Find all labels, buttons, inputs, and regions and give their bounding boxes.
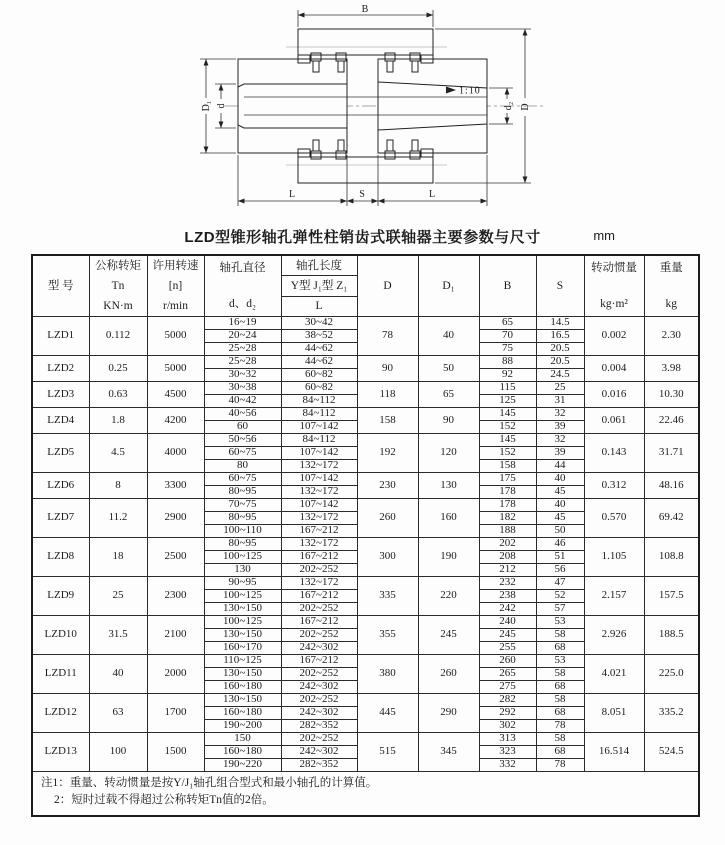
cell-bore-length: 167~212 — [281, 590, 357, 603]
cell-bore-diameter: 80~95 — [204, 486, 281, 499]
cell-B: 238 — [479, 590, 536, 603]
cell-bore-length: 44~62 — [281, 356, 357, 369]
cell-weight: 31.71 — [644, 434, 699, 473]
cell-bore-diameter: 100~125 — [204, 590, 281, 603]
cell-D1: 65 — [418, 382, 479, 408]
header-B: B — [479, 255, 536, 317]
cell-torque: 25 — [89, 577, 147, 616]
cell-S: 46 — [536, 538, 584, 551]
header-speed: 许用转速 [n] r/min — [147, 255, 204, 317]
table-row — [32, 694, 699, 707]
cell-torque: 100 — [89, 733, 147, 772]
cell-weight: 225.0 — [644, 655, 699, 694]
cell-inertia: 0.312 — [584, 473, 644, 499]
cell-bore-diameter: 80~95 — [204, 538, 281, 551]
cell-inertia: 0.004 — [584, 356, 644, 382]
cell-bore-diameter: 190~200 — [204, 720, 281, 733]
cell-S: 58 — [536, 629, 584, 642]
cell-bore-length: 202~252 — [281, 603, 357, 616]
cell-bore-length: 107~142 — [281, 499, 357, 512]
cell-D: 158 — [357, 408, 418, 434]
cell-weight: 48.16 — [644, 473, 699, 499]
cell-S: 53 — [536, 616, 584, 629]
cell-bore-diameter: 80~95 — [204, 512, 281, 525]
cell-B: 70 — [479, 330, 536, 343]
dim-label-d2: d₂ — [503, 101, 514, 111]
cell-B: 275 — [479, 681, 536, 694]
cell-model: LZD4 — [32, 408, 89, 434]
cell-bore-length: 282~352 — [281, 759, 357, 772]
cell-B: 292 — [479, 707, 536, 720]
cell-S: 32 — [536, 408, 584, 421]
cell-bore-length: 107~142 — [281, 421, 357, 434]
cell-D: 230 — [357, 473, 418, 499]
cell-B: 158 — [479, 460, 536, 473]
cell-inertia: 0.061 — [584, 408, 644, 434]
cell-torque: 0.112 — [89, 317, 147, 356]
parameters-table — [31, 254, 700, 817]
table-row — [32, 382, 699, 395]
cell-B: 242 — [479, 603, 536, 616]
cell-speed: 1700 — [147, 694, 204, 733]
dim-B — [298, 4, 433, 27]
cell-bore-diameter: 150 — [204, 733, 281, 746]
table-notes — [32, 772, 699, 816]
cell-S: 44 — [536, 460, 584, 473]
cell-S: 57 — [536, 603, 584, 616]
cell-bore-length: 282~352 — [281, 720, 357, 733]
table-row — [32, 577, 699, 590]
header-D1: D₁ — [418, 255, 479, 317]
cell-bore-length: 132~172 — [281, 512, 357, 525]
cell-model: LZD11 — [32, 655, 89, 694]
cell-B: 75 — [479, 343, 536, 356]
dim-label-s: S — [359, 189, 365, 200]
cell-S: 45 — [536, 486, 584, 499]
cell-B: 323 — [479, 746, 536, 759]
cell-inertia: 2.157 — [584, 577, 644, 616]
coupling-cross-section — [0, 0, 725, 216]
cell-D1: 190 — [418, 538, 479, 577]
cell-D: 445 — [357, 694, 418, 733]
cell-S: 32 — [536, 434, 584, 447]
cell-bore-diameter: 40~42 — [204, 395, 281, 408]
sleeve-top — [298, 29, 433, 55]
cell-speed: 3300 — [147, 473, 204, 499]
dim-label-l-left: L — [288, 189, 296, 200]
coupling-drawing — [0, 0, 725, 216]
cell-weight: 188.5 — [644, 616, 699, 655]
cell-inertia: 2.926 — [584, 616, 644, 655]
cell-D1: 290 — [418, 694, 479, 733]
header-S: S — [536, 255, 584, 317]
cell-D: 192 — [357, 434, 418, 473]
cell-bore-diameter: 130~150 — [204, 603, 281, 616]
table-row — [32, 655, 699, 668]
cell-bore-length: 84~112 — [281, 408, 357, 421]
cell-bore-diameter: 80 — [204, 460, 281, 473]
cell-bore-diameter: 25~28 — [204, 356, 281, 369]
cell-inertia: 16.514 — [584, 733, 644, 772]
cell-S: 51 — [536, 551, 584, 564]
cell-B: 313 — [479, 733, 536, 746]
cell-bore-diameter: 130 — [204, 564, 281, 577]
cell-D1: 120 — [418, 434, 479, 473]
cell-S: 20.5 — [536, 356, 584, 369]
cell-S: 78 — [536, 720, 584, 733]
cell-bore-length: 202~252 — [281, 564, 357, 577]
cell-speed: 2100 — [147, 616, 204, 655]
cell-inertia: 0.143 — [584, 434, 644, 473]
table-row — [32, 434, 699, 447]
cell-speed: 2300 — [147, 577, 204, 616]
cell-speed: 5000 — [147, 356, 204, 382]
cell-bore-length: 132~172 — [281, 460, 357, 473]
cell-D1: 345 — [418, 733, 479, 772]
cell-B: 232 — [479, 577, 536, 590]
cell-B: 88 — [479, 356, 536, 369]
cell-bore-diameter: 160~180 — [204, 681, 281, 694]
cell-model: LZD12 — [32, 694, 89, 733]
cell-bore-length: 167~212 — [281, 616, 357, 629]
cell-S: 16.5 — [536, 330, 584, 343]
cell-model: LZD10 — [32, 616, 89, 655]
notes-cell — [32, 772, 699, 816]
cell-bore-length: 202~252 — [281, 694, 357, 707]
cell-B: 188 — [479, 525, 536, 538]
cell-weight: 3.98 — [644, 356, 699, 382]
cell-weight: 524.5 — [644, 733, 699, 772]
cell-bore-length: 242~302 — [281, 681, 357, 694]
cell-B: 265 — [479, 668, 536, 681]
cell-model: LZD8 — [32, 538, 89, 577]
cell-S: 14.5 — [536, 317, 584, 330]
table-body — [32, 317, 699, 772]
cell-S: 68 — [536, 707, 584, 720]
cell-B: 92 — [479, 369, 536, 382]
cell-bore-length: 84~112 — [281, 395, 357, 408]
unit-label: mm — [593, 228, 615, 243]
cell-D: 515 — [357, 733, 418, 772]
cell-inertia: 0.570 — [584, 499, 644, 538]
cell-bore-length: 132~172 — [281, 577, 357, 590]
cell-bore-diameter: 160~170 — [204, 642, 281, 655]
cell-S: 45 — [536, 512, 584, 525]
cell-bore-length: 30~42 — [281, 317, 357, 330]
cell-bore-diameter: 100~110 — [204, 525, 281, 538]
cell-B: 260 — [479, 655, 536, 668]
page-title: LZD型锥形轴孔弹性柱销齿式联轴器主要参数与尺寸 — [184, 229, 541, 246]
cell-bore-length: 202~252 — [281, 733, 357, 746]
cell-speed: 2500 — [147, 538, 204, 577]
cell-model: LZD6 — [32, 473, 89, 499]
cell-D1: 90 — [418, 408, 479, 434]
cell-B: 182 — [479, 512, 536, 525]
table-row — [32, 616, 699, 629]
cell-D1: 40 — [418, 317, 479, 356]
cell-S: 68 — [536, 746, 584, 759]
cell-bore-diameter: 130~150 — [204, 629, 281, 642]
cell-D1: 260 — [418, 655, 479, 694]
cell-weight: 2.30 — [644, 317, 699, 356]
cell-B: 255 — [479, 642, 536, 655]
cell-S: 53 — [536, 655, 584, 668]
note-1: 注1：重量、转动惯量是按Y/J₁轴孔组合型式和最小轴孔的计算值。 — [41, 777, 378, 789]
cell-S: 68 — [536, 642, 584, 655]
cell-B: 208 — [479, 551, 536, 564]
cell-bore-diameter: 16~19 — [204, 317, 281, 330]
cell-D1: 50 — [418, 356, 479, 382]
cell-S: 47 — [536, 577, 584, 590]
cell-bore-length: 242~302 — [281, 642, 357, 655]
table-row — [32, 499, 699, 512]
table-row — [32, 317, 699, 330]
cell-bore-diameter: 130~150 — [204, 694, 281, 707]
cell-D: 300 — [357, 538, 418, 577]
cell-B: 152 — [479, 447, 536, 460]
cell-model: LZD5 — [32, 434, 89, 473]
cell-bore-length: 167~212 — [281, 655, 357, 668]
cell-model: LZD3 — [32, 382, 89, 408]
cell-torque: 63 — [89, 694, 147, 733]
header-torque: 公称转矩 Tn KN·m — [89, 255, 147, 317]
cell-bore-diameter: 100~125 — [204, 616, 281, 629]
cell-B: 65 — [479, 317, 536, 330]
cell-weight: 108.8 — [644, 538, 699, 577]
cell-B: 175 — [479, 473, 536, 486]
cell-D1: 220 — [418, 577, 479, 616]
cell-B: 178 — [479, 499, 536, 512]
taper-label: 1:10 — [459, 85, 481, 97]
cell-bore-diameter: 30~32 — [204, 369, 281, 382]
cell-S: 24.5 — [536, 369, 584, 382]
cell-torque: 1.8 — [89, 408, 147, 434]
cell-speed: 5000 — [147, 317, 204, 356]
cell-weight: 157.5 — [644, 577, 699, 616]
cell-B: 240 — [479, 616, 536, 629]
cell-B: 145 — [479, 408, 536, 421]
cell-bore-diameter: 160~180 — [204, 746, 281, 759]
cell-bore-diameter: 60 — [204, 421, 281, 434]
cell-D: 335 — [357, 577, 418, 616]
cell-bore-diameter: 70~75 — [204, 499, 281, 512]
table-row — [32, 408, 699, 421]
cell-bore-diameter: 60~75 — [204, 447, 281, 460]
header-inertia: 转动惯量 kg·m² — [584, 255, 644, 317]
cell-bore-length: 38~52 — [281, 330, 357, 343]
cell-speed: 2000 — [147, 655, 204, 694]
cell-D1: 160 — [418, 499, 479, 538]
cell-B: 145 — [479, 434, 536, 447]
cell-bore-length: 60~82 — [281, 382, 357, 395]
cell-B: 125 — [479, 395, 536, 408]
cell-weight: 69.42 — [644, 499, 699, 538]
cell-model: LZD7 — [32, 499, 89, 538]
dim-label-d-outer: D — [520, 103, 531, 111]
cell-B: 152 — [479, 421, 536, 434]
cell-bore-diameter: 130~150 — [204, 668, 281, 681]
header-D: D — [357, 255, 418, 317]
cell-S: 58 — [536, 733, 584, 746]
cell-bore-diameter: 190~220 — [204, 759, 281, 772]
cell-torque: 40 — [89, 655, 147, 694]
cell-model: LZD2 — [32, 356, 89, 382]
cell-torque: 0.63 — [89, 382, 147, 408]
dim-label-l-right: L — [428, 189, 436, 200]
header-bore-diameter: 轴孔直径 d、d₂ — [204, 255, 281, 317]
cell-S: 40 — [536, 473, 584, 486]
cell-torque: 11.2 — [89, 499, 147, 538]
dim-label-d-bore: d — [216, 103, 227, 109]
cell-speed: 4000 — [147, 434, 204, 473]
cell-D1: 245 — [418, 616, 479, 655]
header-bore-length: 轴孔长度 Y型 J₁型 Z₁ L — [281, 255, 357, 317]
cell-S: 50 — [536, 525, 584, 538]
cell-S: 58 — [536, 668, 584, 681]
cell-bore-length: 132~172 — [281, 538, 357, 551]
cell-bore-diameter: 100~125 — [204, 551, 281, 564]
cell-bore-diameter: 60~75 — [204, 473, 281, 486]
dim-label-b: B — [361, 4, 369, 15]
cell-bore-diameter: 50~56 — [204, 434, 281, 447]
cell-weight: 10.30 — [644, 382, 699, 408]
cell-bore-length: 167~212 — [281, 525, 357, 538]
table-header — [32, 255, 699, 317]
cell-torque: 0.25 — [89, 356, 147, 382]
cell-bore-length: 107~142 — [281, 447, 357, 460]
table-row — [32, 733, 699, 746]
cell-bore-length: 132~172 — [281, 486, 357, 499]
cell-B: 282 — [479, 694, 536, 707]
cell-speed: 4200 — [147, 408, 204, 434]
cell-B: 302 — [479, 720, 536, 733]
cell-bore-diameter: 90~95 — [204, 577, 281, 590]
cell-inertia: 4.021 — [584, 655, 644, 694]
table-row — [32, 538, 699, 551]
cell-S: 20.5 — [536, 343, 584, 356]
cell-bore-length: 202~252 — [281, 629, 357, 642]
cell-bore-length: 84~112 — [281, 434, 357, 447]
cell-model: LZD13 — [32, 733, 89, 772]
cell-bore-length: 167~212 — [281, 551, 357, 564]
cell-bore-diameter: 40~56 — [204, 408, 281, 421]
cell-D: 260 — [357, 499, 418, 538]
cell-speed: 4500 — [147, 382, 204, 408]
cell-D: 78 — [357, 317, 418, 356]
cell-S: 68 — [536, 681, 584, 694]
cell-torque: 8 — [89, 473, 147, 499]
sleeve-bottom — [298, 157, 433, 183]
cell-D: 90 — [357, 356, 418, 382]
cell-inertia: 1.105 — [584, 538, 644, 577]
cell-bore-length: 202~252 — [281, 668, 357, 681]
cell-B: 202 — [479, 538, 536, 551]
cell-B: 245 — [479, 629, 536, 642]
cell-model: LZD9 — [32, 577, 89, 616]
cell-S: 52 — [536, 590, 584, 603]
cell-S: 39 — [536, 447, 584, 460]
cell-S: 40 — [536, 499, 584, 512]
note-2: 2：短时过载不得超过公称转矩Tn值的2倍。 — [54, 794, 274, 807]
cell-bore-diameter: 110~125 — [204, 655, 281, 668]
cell-B: 178 — [479, 486, 536, 499]
cell-inertia: 0.002 — [584, 317, 644, 356]
table-row — [32, 356, 699, 369]
cell-B: 115 — [479, 382, 536, 395]
cell-torque: 31.5 — [89, 616, 147, 655]
cell-weight: 22.46 — [644, 408, 699, 434]
cell-speed: 2900 — [147, 499, 204, 538]
cell-torque: 18 — [89, 538, 147, 577]
cell-D: 355 — [357, 616, 418, 655]
cell-torque: 4.5 — [89, 434, 147, 473]
dim-label-d1: D₁ — [201, 100, 212, 112]
cell-bore-diameter: 160~180 — [204, 707, 281, 720]
cell-bore-length: 44~62 — [281, 343, 357, 356]
cell-speed: 1500 — [147, 733, 204, 772]
cell-bore-diameter: 25~28 — [204, 343, 281, 356]
cell-S: 39 — [536, 421, 584, 434]
cell-B: 212 — [479, 564, 536, 577]
title-row — [0, 226, 725, 246]
cell-bore-length: 242~302 — [281, 746, 357, 759]
cell-S: 25 — [536, 382, 584, 395]
left-hub-bore — [238, 84, 347, 128]
dim-LSL — [238, 155, 487, 206]
cell-bore-diameter: 30~38 — [204, 382, 281, 395]
cell-bore-length: 60~82 — [281, 369, 357, 382]
cell-S: 31 — [536, 395, 584, 408]
cell-bore-diameter: 20~24 — [204, 330, 281, 343]
cell-inertia: 0.016 — [584, 382, 644, 408]
cell-B: 332 — [479, 759, 536, 772]
table-row — [32, 473, 699, 486]
cell-weight: 335.2 — [644, 694, 699, 733]
header-weight: 重量 kg — [644, 255, 699, 317]
cell-model: LZD1 — [32, 317, 89, 356]
cell-D: 118 — [357, 382, 418, 408]
cell-D: 380 — [357, 655, 418, 694]
cell-S: 78 — [536, 759, 584, 772]
cell-D1: 130 — [418, 473, 479, 499]
cell-bore-length: 107~142 — [281, 473, 357, 486]
cell-bore-length: 242~302 — [281, 707, 357, 720]
cell-S: 56 — [536, 564, 584, 577]
cell-S: 58 — [536, 694, 584, 707]
header-model: 型 号 — [32, 255, 89, 317]
cell-inertia: 8.051 — [584, 694, 644, 733]
